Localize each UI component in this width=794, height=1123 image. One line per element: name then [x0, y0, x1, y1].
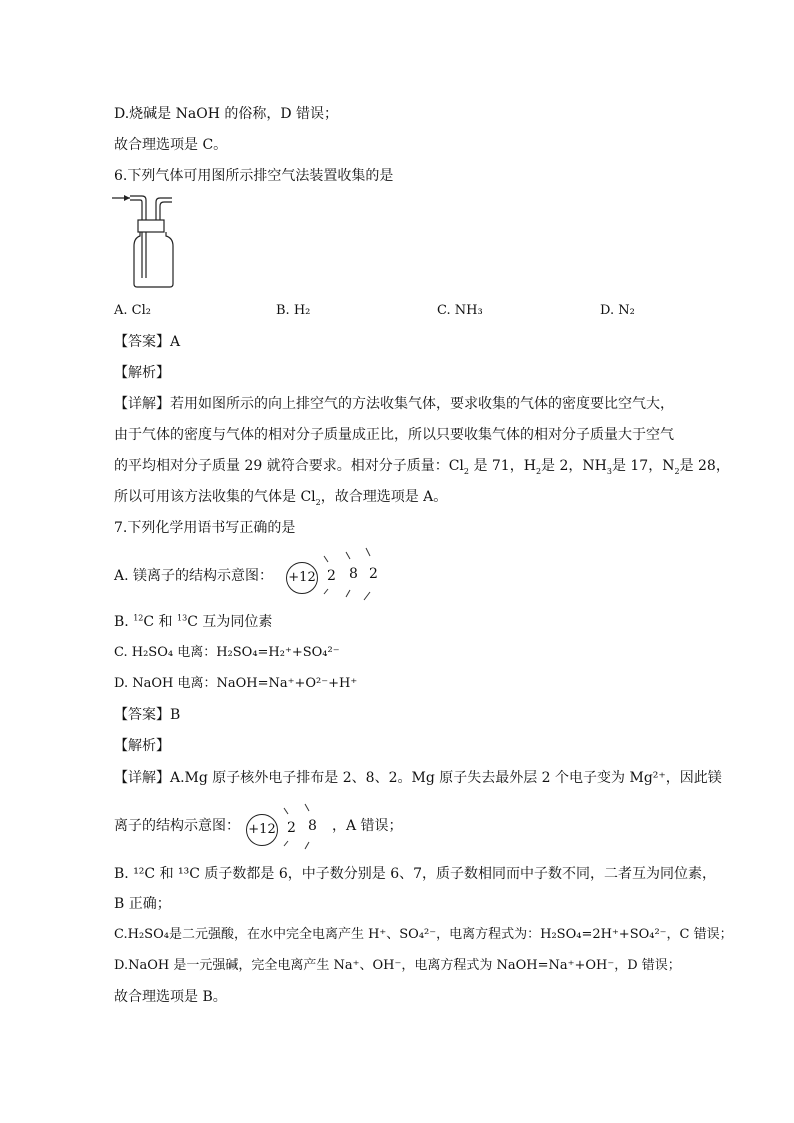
- option-6-a: A. Cl₂: [114, 303, 151, 318]
- mg-ion-structure-diagram-2: [244, 800, 334, 856]
- text-line: 【详解】若用如图所示的向上排空气的方法收集气体，要求收集的气体的密度要比空气大，: [114, 396, 674, 412]
- text-line: 离子的结构示意图：: [114, 818, 240, 834]
- shell-3: 2: [369, 566, 378, 582]
- text-line: 故合理选项是 B。: [114, 989, 227, 1005]
- text-line: 的平均相对分子质量 29 就符合要求。相对分子质量：$Cl_2$ 是 71，$H_2$是 2，$NH_3$是 17，$N_2$是 28，: [114, 458, 730, 476]
- text-line: B. ¹²C 和 ¹³C 质子数都是 6，中子数分别是 6、7，质子数相同而中子数不同，二者互为同位素，: [114, 866, 717, 882]
- option-7-a: A. 镁离子的结构示意图：: [114, 568, 274, 584]
- option-6-c: C. NH₃: [437, 303, 483, 318]
- gas-bottle-diagram: [112, 190, 182, 290]
- shell-2: 8: [308, 818, 317, 834]
- question-7: 7.下列化学用语书写正确的是: [114, 520, 296, 536]
- text-line: D.烧碱是 NaOH 的俗称，D 错误；: [114, 106, 339, 122]
- text-line: ，A 错误；: [332, 818, 403, 834]
- analysis-heading-6: 【解析】: [114, 365, 170, 381]
- option-6-b: B. H₂: [276, 303, 311, 318]
- nucleus: +12: [286, 562, 318, 594]
- option-6-d: D. N₂: [600, 303, 635, 318]
- text-line: C.H₂SO₄是二元强酸，在水中完全电离产生 H⁺、SO₄²⁻，电离方程式为：H₂SO₄=2H⁺+SO₄²⁻，C 错误；: [114, 927, 733, 942]
- text-line: 故合理选项是 C。: [114, 137, 228, 153]
- option-7-d: D. NaOH 电离：NaOH=Na⁺+O²⁻+H⁺: [114, 676, 358, 691]
- option-7-b: B. $^{12}$C 和 $^{13}$C 互为同位素: [114, 613, 273, 630]
- shell-1: 2: [327, 568, 336, 584]
- answer-6: 【答案】A: [114, 334, 181, 350]
- option-7-c: C. H₂SO₄ 电离：H₂SO₄=H₂⁺+SO₄²⁻: [114, 645, 340, 660]
- text-line: B 正确；: [114, 896, 171, 912]
- analysis-heading-7: 【解析】: [114, 738, 170, 754]
- text-line: 由于气体的密度与气体的相对分子质量成正比，所以只要收集气体的相对分子质量大于空气: [114, 427, 674, 443]
- mg-ion-structure-diagram: [284, 546, 394, 606]
- answer-7: 【答案】B: [114, 707, 181, 723]
- text-line: 【详解】A.Mg 原子核外电子排布是 2、8、2。Mg 原子失去最外层 2 个电子变为 Mg²⁺，因此镁: [114, 770, 722, 786]
- text-line: D.NaOH 是一元强碱，完全电离产生 Na⁺、OH⁻，电离方程式为 NaOH=Na⁺+OH⁻，D 错误；: [114, 958, 681, 973]
- shell-1: 2: [287, 820, 296, 836]
- shell-2: 8: [349, 566, 358, 582]
- text-line: 所以可用该方法收集的气体是 $Cl_2$，故合理选项是 A。: [114, 489, 448, 507]
- nucleus: +12: [246, 814, 278, 846]
- question-6: 6.下列气体可用图所示排空气法装置收集的是: [114, 168, 394, 184]
